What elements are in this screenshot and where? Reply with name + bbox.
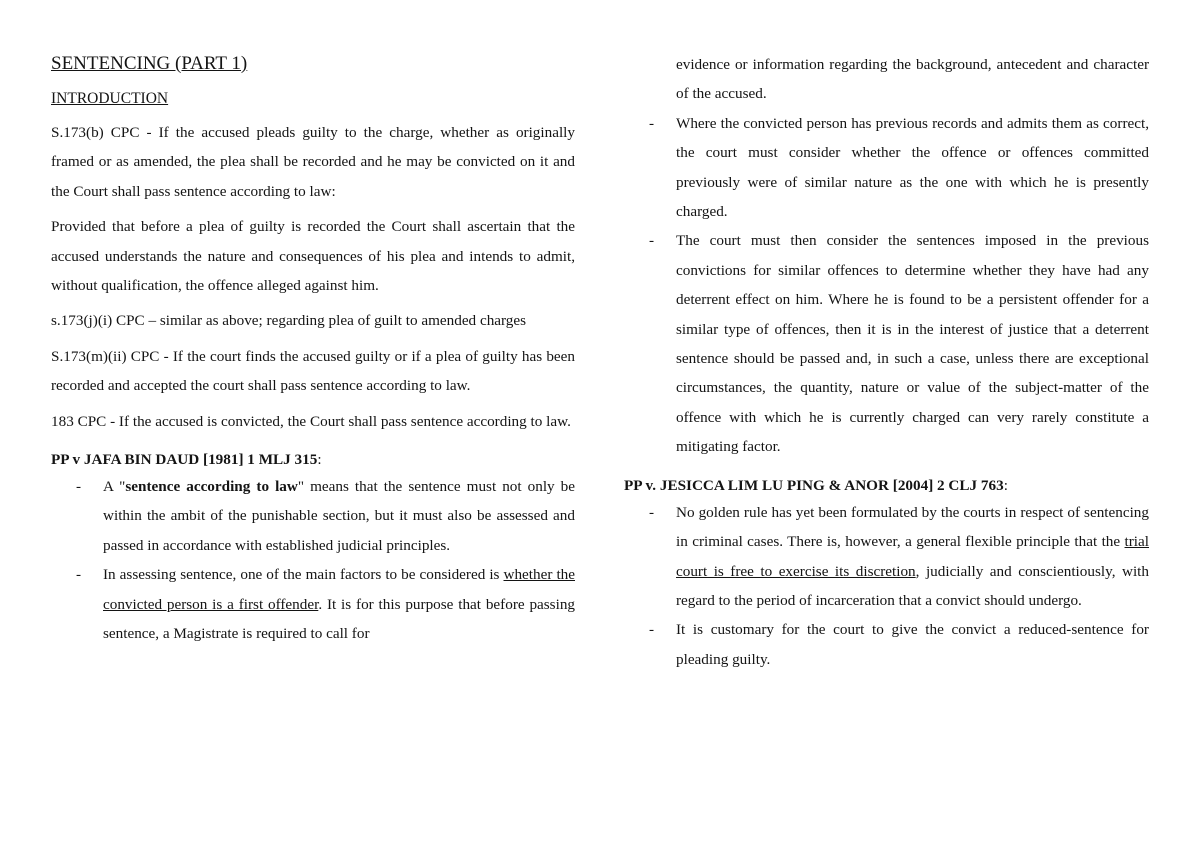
bullet-dash: - — [649, 232, 655, 250]
paragraph-s173ji: s.173(j)(i) CPC – similar as above; regarding plea of guilt to amended charges — [51, 312, 527, 330]
paragraph-s183: 183 CPC - If the accused is convicted, the Court shall pass sentence according to law. — [51, 412, 571, 430]
text-segment: It is customary for the court to give the convict a reduced-sentence for pleading guilty. — [676, 621, 1149, 668]
bullet-dash: - — [76, 478, 82, 496]
case-title: PP v. JESICCA LIM LU PING & ANOR [2004] 2 CLJ 763 — [624, 476, 1004, 494]
list-item — [649, 498, 1149, 616]
bullet-dash: - — [76, 566, 82, 584]
text-segment: No golden rule has yet been formulated by the courts in respect of sentencing in criminal cases. There is, however, a general flexible principle that the — [676, 503, 1149, 551]
case-jesicca-points — [624, 498, 1149, 674]
text-segment: Where the convicted person has previous records and admits them as correct, the court must consider whether the offence or offences committed previously were of similar nature as the one with which he is presently charged. — [676, 114, 1149, 221]
text-segment: The court must then consider the sentences imposed in the previous convictions for similar offences to determine whether they have had any deterrent effect on him. Where he is found to be a persistent offender for a similar type of offences, then it is in the interest of justice that a deterrent sentence should be passed and, in such a case, unless there are exceptional circumstances, the quantity, nature or value of the subject-matter of the offence with which he is currently charged can very rarely constitute a mitigating factor. — [676, 232, 1149, 456]
text-segment: In assessing sentence, one of the main factors to be considered is — [103, 566, 504, 584]
case-heading-jesicca — [624, 474, 1149, 498]
paragraph-proviso: Provided that before a plea of guilty is recorded the Court shall ascertain that the accused understands the nature and consequences of his plea and intends to admit, without qualification, the offence alleged against him. — [51, 218, 575, 295]
underlined-phrase: trial court is free to exercise its discretion — [676, 533, 1149, 580]
text-segment: . It is for this purpose that before passing sentence, a Magistrate is required to call for — [103, 595, 576, 643]
bold-term: sentence according to law — [125, 478, 298, 496]
bullet-dash: - — [649, 621, 655, 639]
case-heading-jafa — [51, 448, 575, 472]
list-item — [649, 109, 1149, 227]
continued-text: evidence or information regarding the background, antecedent and character of the accused. — [676, 56, 1149, 103]
case-jafa-points-continued — [624, 109, 1149, 462]
document-title: SENTENCING (PART 1) — [51, 53, 248, 74]
bullet-dash: - — [649, 503, 655, 521]
section-heading-introduction: INTRODUCTION — [51, 90, 169, 107]
left-column — [51, 50, 575, 649]
list-item — [649, 226, 1149, 461]
case-title: PP v JAFA BIN DAUD [1981] 1 MLJ 315 — [51, 451, 318, 469]
text-segment: , judicially and conscientiously, with regard to the period of incarceration that a convict should undergo. — [676, 562, 1149, 609]
case-colon: : — [1003, 476, 1008, 494]
list-item — [649, 615, 1149, 674]
case-colon: : — [317, 451, 322, 469]
text-segment: " means that the sentence must not only be within the ambit of the punishable section, but it must also be assessed and passed in accordance with established judicial principles. — [103, 478, 576, 554]
underlined-phrase: whether the convicted person is a first offender — [103, 566, 575, 613]
list-item — [76, 472, 576, 560]
case-jafa-points — [51, 472, 575, 648]
bullet-dash: - — [649, 114, 655, 132]
paragraph-s173b: S.173(b) CPC - If the accused pleads guilty to the charge, whether as originally framed or as amended, the plea shall be recorded and he may be convicted on it and the Court shall pass sentence according to law: — [51, 124, 575, 200]
list-item — [76, 560, 576, 648]
text-segment: A " — [103, 478, 126, 496]
paragraph-s173mii: S.173(m)(ii) CPC - If the court finds the accused guilty or if a plea of guilty has been recorded and accepted the court shall pass sentence according to law. — [51, 347, 575, 395]
right-column — [624, 50, 1149, 674]
